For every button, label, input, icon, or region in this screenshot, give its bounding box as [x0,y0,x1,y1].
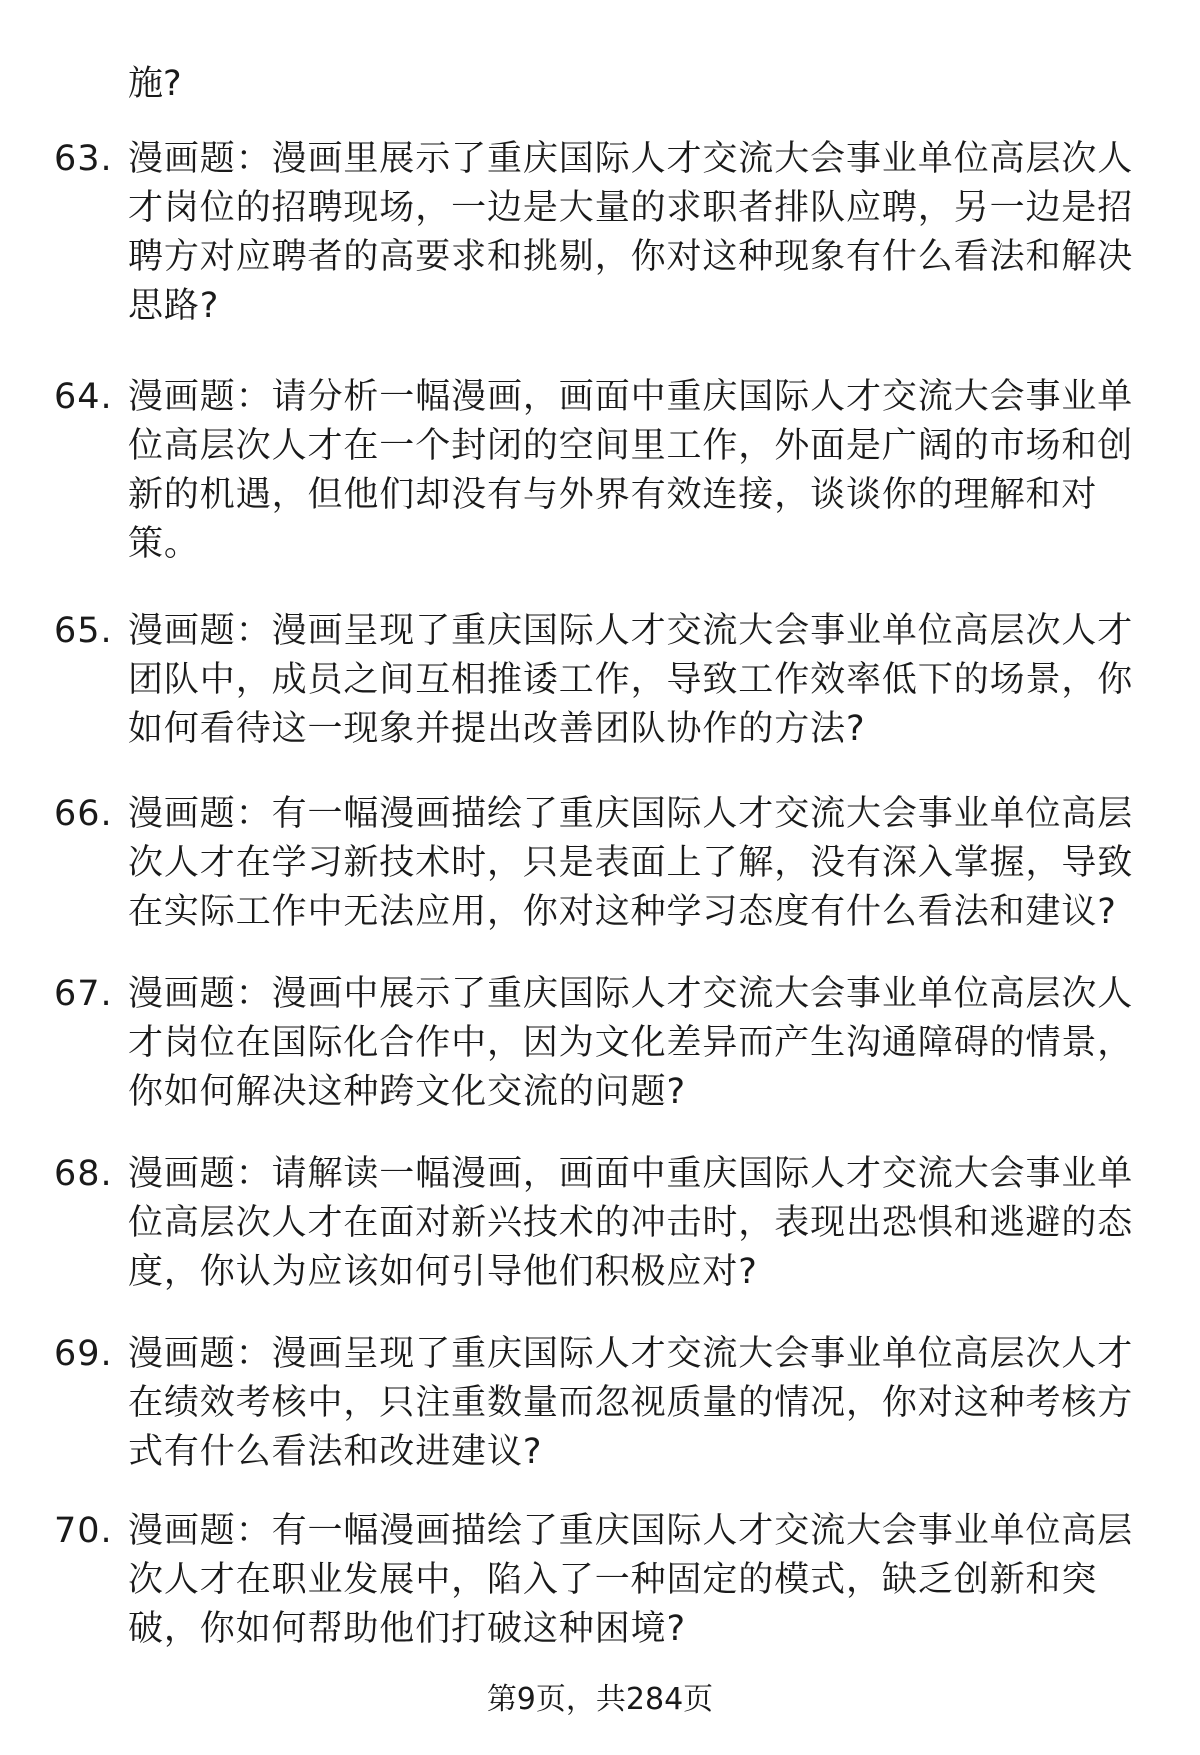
question-number: 68. [54,1154,113,1194]
question-number: 65. [54,611,113,651]
continuation-text: 施? [128,64,182,104]
question-text: 漫画题：请分析一幅漫画，画面中重庆国际人才交流大会事业单位高层次人才在一个封闭的空间里工作，外面是广阔的市场和创新的机遇，但他们却没有与外界有效连接，谈谈你的理解和对策。 [128,377,1134,564]
question-text: 漫画题：漫画中展示了重庆国际人才交流大会事业单位高层次人才岗位在国际化合作中，因为文化差异而产生沟通障碍的情景，你如何解决这种跨文化交流的问题? [128,974,1134,1112]
question-text: 漫画题：有一幅漫画描绘了重庆国际人才交流大会事业单位高层次人才在职业发展中，陷入了一种固定的模式，缺乏创新和突破，你如何帮助他们打破这种困境? [128,1511,1134,1649]
question-number: 70. [54,1511,113,1551]
question-number: 67. [54,974,113,1014]
question-text: 漫画题：漫画里展示了重庆国际人才交流大会事业单位高层次人才岗位的招聘现场，一边是大量的求职者排队应聘，另一边是招聘方对应聘者的高要求和挑剔，你对这种现象有什么看法和解决思路? [128,139,1134,326]
question-text: 漫画题：请解读一幅漫画，画面中重庆国际人才交流大会事业单位高层次人才在面对新兴技术的冲击时，表现出恐惧和逃避的态度，你认为应该如何引导他们积极应对? [128,1154,1134,1292]
question-text: 漫画题：漫画呈现了重庆国际人才交流大会事业单位高层次人才在绩效考核中，只注重数量而忽视质量的情况，你对这种考核方式有什么看法和改进建议? [128,1334,1134,1472]
question-text: 漫画题：有一幅漫画描绘了重庆国际人才交流大会事业单位高层次人才在学习新技术时，只是表面上了解，没有深入掌握，导致在实际工作中无法应用，你对这种学习态度有什么看法和建议? [128,794,1134,932]
page-number-footer: 第9页，共284页 [486,1682,714,1717]
question-number: 69. [54,1334,113,1374]
question-number: 64. [54,377,113,417]
question-number: 63. [54,139,113,179]
question-number: 66. [54,794,113,834]
question-text: 漫画题：漫画呈现了重庆国际人才交流大会事业单位高层次人才团队中，成员之间互相推诿工作，导致工作效率低下的场景，你如何看待这一现象并提出改善团队协作的方法? [128,611,1134,749]
